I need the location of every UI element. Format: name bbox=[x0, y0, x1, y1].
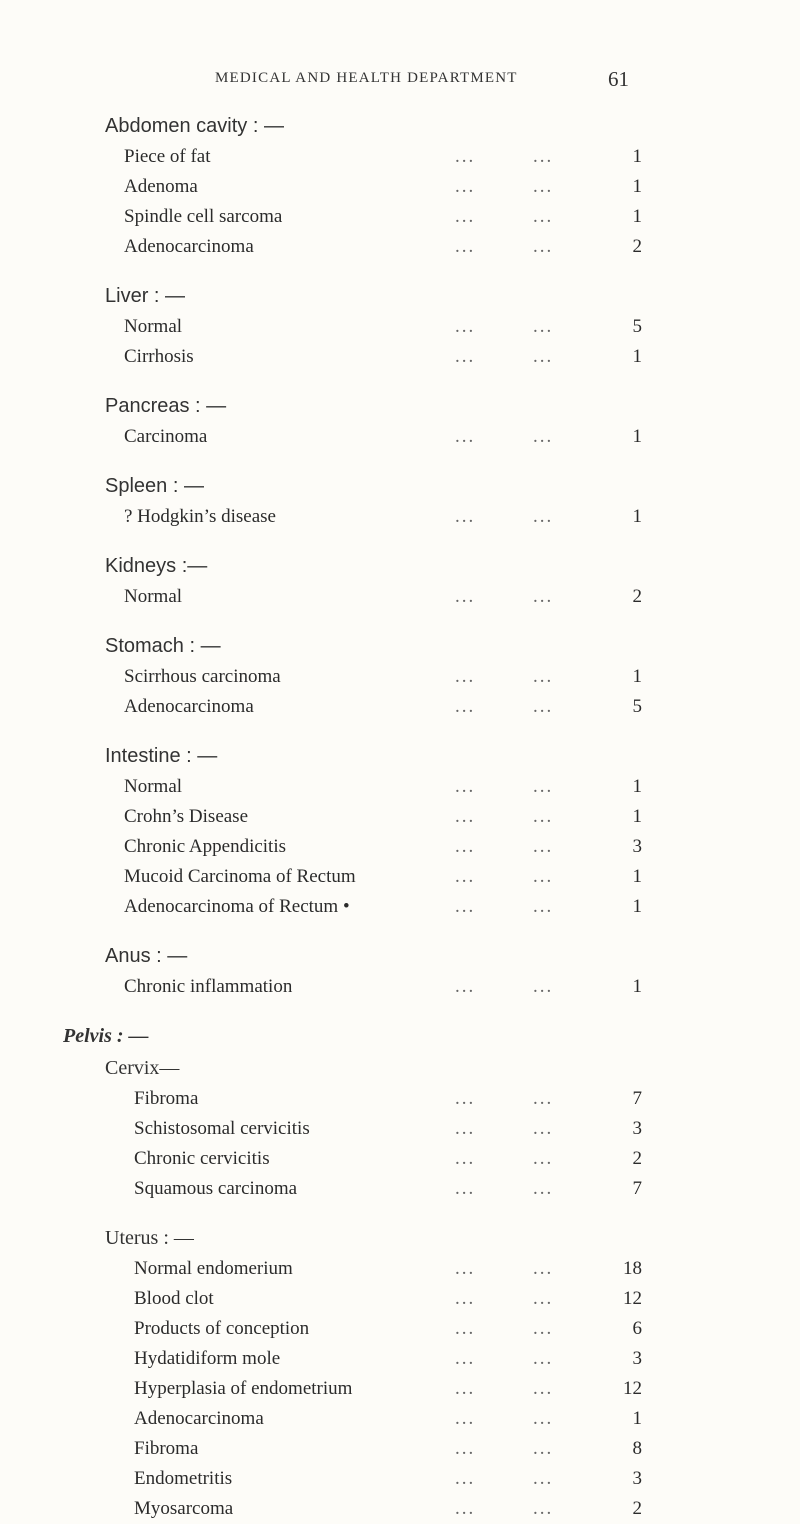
item-label: Normal bbox=[124, 776, 183, 797]
list-item bbox=[0, 1174, 800, 1204]
leader-dots: ... bbox=[455, 586, 476, 607]
leader-dots: ... bbox=[533, 346, 554, 367]
leader-dots: ... bbox=[455, 1148, 476, 1169]
pathology-list bbox=[0, 110, 800, 1524]
item-count: 3 bbox=[632, 1468, 642, 1489]
leader-dots: ... bbox=[455, 1088, 476, 1109]
item-count: 1 bbox=[632, 866, 642, 887]
item-label: ? Hodgkin’s disease bbox=[124, 506, 276, 527]
header-title: MEDICAL AND HEALTH DEPARTMENT bbox=[215, 70, 518, 86]
item-count: 18 bbox=[623, 1258, 642, 1279]
item-label: Adenocarcinoma bbox=[134, 1408, 264, 1429]
list-item bbox=[0, 202, 800, 232]
leader-dots: ... bbox=[455, 666, 476, 687]
section bbox=[0, 280, 800, 390]
list-item bbox=[0, 662, 800, 692]
leader-dots: ... bbox=[455, 206, 476, 227]
item-label: Chronic inflammation bbox=[124, 976, 293, 997]
item-label: Adenocarcinoma bbox=[124, 236, 254, 257]
leader-dots: ... bbox=[455, 1348, 476, 1369]
item-count: 7 bbox=[632, 1178, 642, 1199]
item-count: 2 bbox=[632, 586, 642, 607]
item-count: 1 bbox=[632, 976, 642, 997]
item-label: Piece of fat bbox=[124, 146, 211, 167]
item-count: 1 bbox=[632, 666, 642, 687]
list-item bbox=[0, 1284, 800, 1314]
leader-dots: ... bbox=[455, 146, 476, 167]
item-count: 7 bbox=[632, 1088, 642, 1109]
section bbox=[0, 470, 800, 550]
item-count: 3 bbox=[632, 1118, 642, 1139]
leader-dots: ... bbox=[455, 426, 476, 447]
item-count: 12 bbox=[623, 1288, 642, 1309]
leader-dots: ... bbox=[533, 146, 554, 167]
leader-dots: ... bbox=[533, 1468, 554, 1489]
item-label: Crohn’s Disease bbox=[124, 806, 249, 827]
section bbox=[0, 630, 800, 740]
item-count: 2 bbox=[632, 236, 642, 257]
leader-dots: ... bbox=[455, 316, 476, 337]
leader-dots: ... bbox=[533, 1408, 554, 1429]
leader-dots: ... bbox=[533, 236, 554, 257]
list-item bbox=[0, 422, 800, 452]
list-item bbox=[0, 582, 800, 612]
leader-dots: ... bbox=[533, 1118, 554, 1139]
leader-dots: ... bbox=[533, 1378, 554, 1399]
pelvis-heading: Pelvis : — bbox=[63, 1025, 149, 1047]
item-label: Endometritis bbox=[134, 1468, 233, 1489]
leader-dots: ... bbox=[533, 1258, 554, 1279]
item-label: Normal endomerium bbox=[134, 1258, 293, 1279]
leader-dots: ... bbox=[455, 776, 476, 797]
list-item bbox=[0, 972, 800, 1002]
list-item bbox=[0, 802, 800, 832]
leader-dots: ... bbox=[455, 1498, 476, 1519]
leader-dots: ... bbox=[533, 836, 554, 857]
leader-dots: ... bbox=[455, 806, 476, 827]
leader-dots: ... bbox=[455, 866, 476, 887]
leader-dots: ... bbox=[533, 1148, 554, 1169]
section-heading: Spleen : — bbox=[105, 475, 204, 497]
leader-dots: ... bbox=[455, 506, 476, 527]
leader-dots: ... bbox=[455, 1408, 476, 1429]
section-heading: Intestine : — bbox=[105, 745, 218, 767]
leader-dots: ... bbox=[533, 1498, 554, 1519]
uterus-heading: Uterus : — bbox=[105, 1227, 194, 1249]
item-count: 1 bbox=[632, 206, 642, 227]
list-item bbox=[0, 692, 800, 722]
list-item bbox=[0, 892, 800, 922]
item-count: 1 bbox=[632, 806, 642, 827]
item-count: 3 bbox=[632, 836, 642, 857]
item-label: Mucoid Carcinoma of Rectum bbox=[124, 866, 356, 887]
list-item bbox=[0, 1114, 800, 1144]
section-heading: Stomach : — bbox=[105, 635, 221, 657]
cervix-heading: Cervix— bbox=[105, 1057, 180, 1079]
leader-dots: ... bbox=[455, 1178, 476, 1199]
list-item bbox=[0, 342, 800, 372]
leader-dots: ... bbox=[533, 806, 554, 827]
list-item bbox=[0, 862, 800, 892]
leader-dots: ... bbox=[533, 1438, 554, 1459]
section-heading: Liver : — bbox=[105, 285, 186, 307]
leader-dots: ... bbox=[533, 866, 554, 887]
leader-dots: ... bbox=[533, 316, 554, 337]
leader-dots: ... bbox=[455, 696, 476, 717]
item-count: 6 bbox=[632, 1318, 642, 1339]
section-heading: Kidneys :— bbox=[105, 555, 208, 577]
leader-dots: ... bbox=[455, 1318, 476, 1339]
leader-dots: ... bbox=[533, 1348, 554, 1369]
item-label: Spindle cell sarcoma bbox=[124, 206, 283, 227]
list-item bbox=[0, 1314, 800, 1344]
leader-dots: ... bbox=[533, 896, 554, 917]
page-number: 61 bbox=[608, 67, 629, 91]
leader-dots: ... bbox=[455, 1118, 476, 1139]
item-label: Squamous carcinoma bbox=[134, 1178, 298, 1199]
section bbox=[0, 550, 800, 630]
leader-dots: ... bbox=[533, 1318, 554, 1339]
list-item bbox=[0, 1084, 800, 1114]
item-count: 1 bbox=[632, 896, 642, 917]
section bbox=[0, 110, 800, 280]
item-label: Adenocarcinoma bbox=[124, 696, 254, 717]
leader-dots: ... bbox=[533, 1178, 554, 1199]
leader-dots: ... bbox=[533, 426, 554, 447]
list-item bbox=[0, 1144, 800, 1174]
item-label: Chronic cervicitis bbox=[134, 1148, 270, 1169]
item-count: 5 bbox=[632, 696, 642, 717]
item-count: 2 bbox=[632, 1498, 642, 1519]
item-label: Myosarcoma bbox=[134, 1498, 234, 1519]
item-count: 1 bbox=[632, 176, 642, 197]
section-heading: Pancreas : — bbox=[105, 395, 227, 417]
leader-dots: ... bbox=[533, 776, 554, 797]
item-label: Carcinoma bbox=[124, 426, 208, 447]
item-count: 1 bbox=[632, 146, 642, 167]
list-item bbox=[0, 1404, 800, 1434]
item-count: 1 bbox=[632, 506, 642, 527]
leader-dots: ... bbox=[533, 176, 554, 197]
item-count: 8 bbox=[632, 1438, 642, 1459]
list-item bbox=[0, 142, 800, 172]
list-item bbox=[0, 1434, 800, 1464]
section bbox=[0, 740, 800, 940]
item-count: 1 bbox=[632, 1408, 642, 1429]
leader-dots: ... bbox=[533, 506, 554, 527]
item-label: Fibroma bbox=[134, 1088, 199, 1109]
list-item bbox=[0, 1464, 800, 1494]
item-label: Normal bbox=[124, 586, 183, 607]
list-item bbox=[0, 1344, 800, 1374]
item-label: Blood clot bbox=[134, 1288, 214, 1309]
item-count: 5 bbox=[632, 316, 642, 337]
item-label: Hyperplasia of endometrium bbox=[134, 1378, 353, 1399]
list-item bbox=[0, 772, 800, 802]
leader-dots: ... bbox=[533, 586, 554, 607]
item-label: Schistosomal cervicitis bbox=[134, 1118, 310, 1139]
leader-dots: ... bbox=[455, 1288, 476, 1309]
leader-dots: ... bbox=[533, 1088, 554, 1109]
leader-dots: ... bbox=[455, 346, 476, 367]
list-item bbox=[0, 312, 800, 342]
section bbox=[0, 390, 800, 470]
list-item bbox=[0, 1254, 800, 1284]
section-heading: Anus : — bbox=[105, 945, 188, 967]
item-label: Adenoma bbox=[124, 176, 198, 197]
leader-dots: ... bbox=[455, 1378, 476, 1399]
list-item bbox=[0, 172, 800, 202]
item-count: 12 bbox=[623, 1378, 642, 1399]
item-count: 1 bbox=[632, 776, 642, 797]
page-header bbox=[0, 67, 800, 94]
list-item bbox=[0, 1374, 800, 1404]
leader-dots: ... bbox=[533, 206, 554, 227]
leader-dots: ... bbox=[533, 666, 554, 687]
item-count: 1 bbox=[632, 346, 642, 367]
section bbox=[0, 940, 800, 1020]
section-heading: Abdomen cavity : — bbox=[105, 115, 284, 137]
leader-dots: ... bbox=[533, 1288, 554, 1309]
item-label: Fibroma bbox=[134, 1438, 199, 1459]
item-count: 1 bbox=[632, 426, 642, 447]
leader-dots: ... bbox=[455, 1258, 476, 1279]
leader-dots: ... bbox=[455, 896, 476, 917]
leader-dots: ... bbox=[533, 976, 554, 997]
item-label: Scirrhous carcinoma bbox=[124, 666, 281, 687]
leader-dots: ... bbox=[455, 976, 476, 997]
item-label: Adenocarcinoma of Rectum • bbox=[124, 896, 350, 917]
item-label: Cirrhosis bbox=[124, 346, 194, 367]
leader-dots: ... bbox=[455, 236, 476, 257]
item-label: Products of conception bbox=[134, 1318, 310, 1339]
leader-dots: ... bbox=[455, 176, 476, 197]
item-label: Chronic Appendicitis bbox=[124, 836, 287, 857]
list-item bbox=[0, 1494, 800, 1524]
list-item bbox=[0, 502, 800, 532]
item-count: 2 bbox=[632, 1148, 642, 1169]
leader-dots: ... bbox=[455, 1468, 476, 1489]
leader-dots: ... bbox=[455, 1438, 476, 1459]
leader-dots: ... bbox=[533, 696, 554, 717]
list-item bbox=[0, 832, 800, 862]
item-count: 3 bbox=[632, 1348, 642, 1369]
item-label: Hydatidiform mole bbox=[134, 1348, 281, 1369]
leader-dots: ... bbox=[455, 836, 476, 857]
item-label: Normal bbox=[124, 316, 183, 337]
list-item bbox=[0, 232, 800, 262]
